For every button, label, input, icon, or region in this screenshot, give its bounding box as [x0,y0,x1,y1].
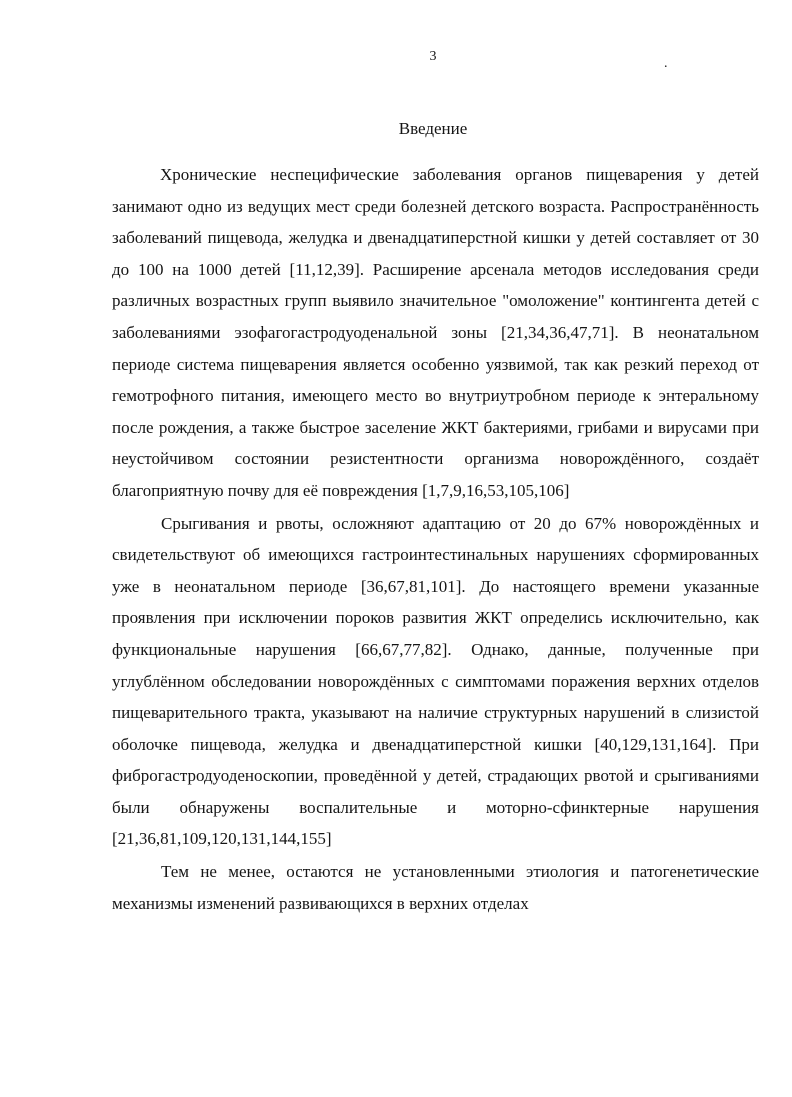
page-number: 3 [429,49,437,64]
paragraph-1: Хронические неспецифические заболевания органов пищеварения у детей занимают одно из ведущих мест среди болезней детского возраста. Распространённость заболеваний пищевода, желудка и двенадцатиперстной кишки у детей составляет от 30 до 100 на 1000 детей [11,12,39]. Расширение арсенала методов исследования среди различных возрастных групп выявило значительное "омоложение" контингента детей с заболеваниями эзофагогастродуоденальной зоны [21,34,36,47,71]. В неонатальном периоде система пищеварения является особенно уязвимой, так как резкий переход от гемотрофного питания, имеющего место во внутриутробном периоде к энтеральному после рождения, а также быстрое заселение ЖКТ бактериями, грибами и вирусами при неустойчивом состоянии резистентности организма новорождённого, создаёт благоприятную почву для её повреждения [1,7,9,16,53,105,106] [112,165,759,500]
paragraph-3: Тем не менее, остаются не установленными этиология и патогенетические механизмы изменений развивающихся в верхних отделах [112,862,759,913]
paragraph-2: Срыгивания и рвоты, осложняют адаптацию от 20 до 67% новорождённых и свидетельствуют об имеющихся гастроинтестинальных нарушениях сформированных уже в неонатальном периоде [36,67,81,101]. До настоящего времени указанные проявления при исключении пороков развития ЖКТ определись исключительно, как функциональные нарушения [66,67,77,82]. Однако, данные, полученные при углублённом обследовании новорождённых с симптомами поражения верхних отделов пищеварительного тракта, указывают на наличие структурных нарушений в слизистой оболочке пищевода, желудка и двенадцатиперстной кишки [40,129,131,164]. При фиброгастродуоденоскопии, проведённой у детей, страдающих рвотой и срыгиваниями были обнаружены воспалительные и моторно-сфинктерные нарушения [21,36,81,109,120,131,144,155] [112,513,759,849]
page-mark: . [664,56,668,71]
document-body [112,159,759,919]
section-heading: Введение [398,119,468,138]
